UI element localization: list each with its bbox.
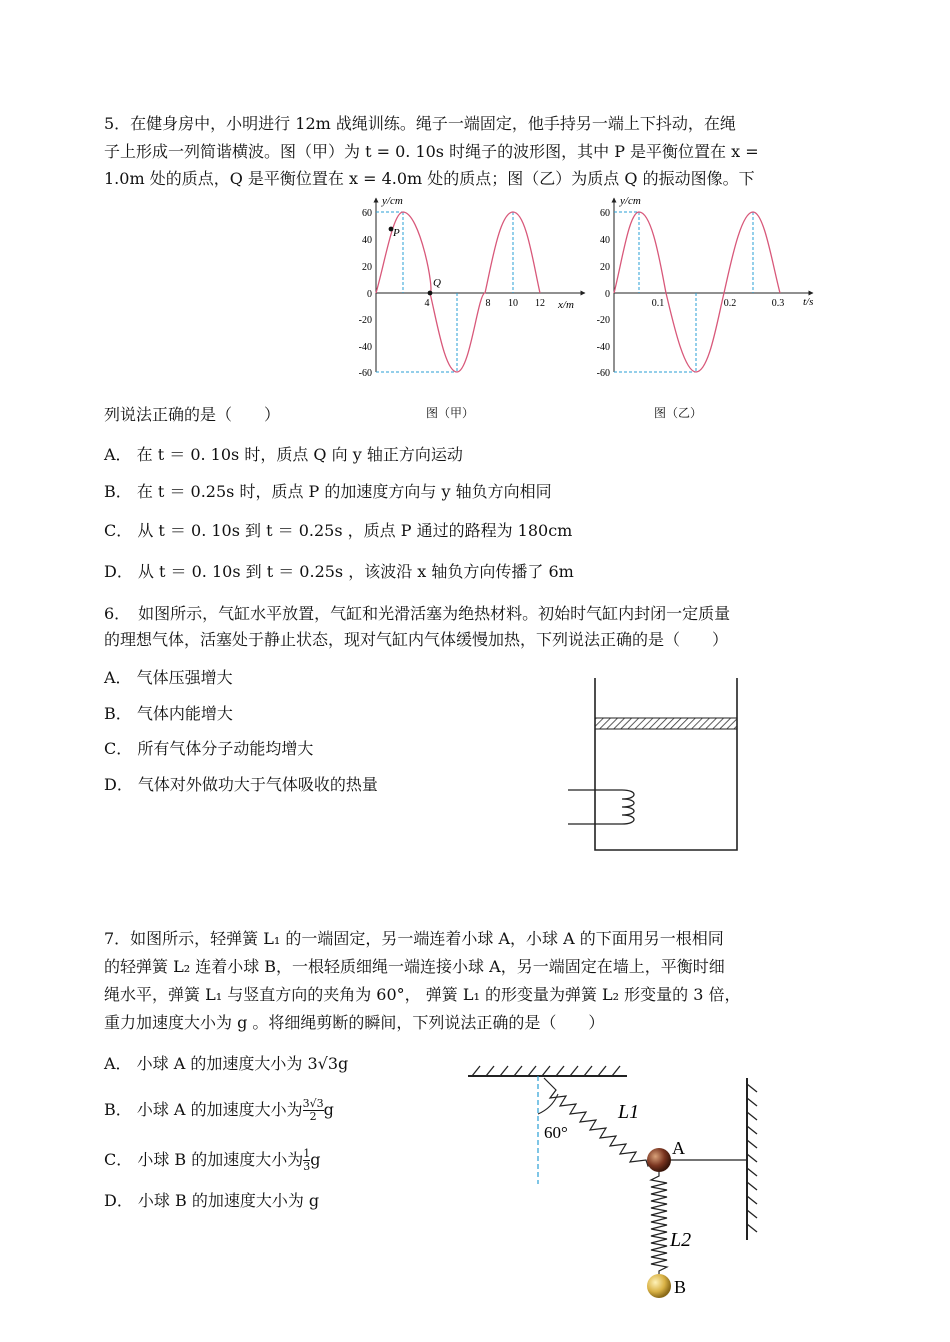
wave-curve bbox=[376, 212, 540, 372]
wave-xtick: 4 bbox=[424, 298, 430, 309]
q7-option-b-unit: g bbox=[323, 1100, 334, 1119]
q5-option-b[interactable]: B． 在 t ＝ 0.25s 时，质点 P 的加速度方向与 y 轴负方向相同 bbox=[104, 482, 552, 501]
point-q-label: Q bbox=[433, 277, 441, 289]
q5-figure-vibration bbox=[578, 192, 828, 397]
wave-xlabel: x/m bbox=[558, 299, 574, 311]
wave-ylabel: y/cm bbox=[382, 195, 403, 207]
q5-stem-line-4: 列说法正确的是（ ） bbox=[104, 405, 281, 424]
q7-option-b-text: B． 小球 A 的加速度大小为 bbox=[104, 1100, 303, 1119]
q7-option-c-numerator: 1 bbox=[303, 1147, 311, 1160]
spring-l1-label: L1 bbox=[618, 1101, 640, 1123]
wave-xtick: 12 bbox=[535, 298, 545, 309]
vib-xtick: 0.2 bbox=[723, 298, 737, 309]
angle-label: 60° bbox=[544, 1123, 568, 1142]
q6-stem-line-2: 的理想气体，活塞处于静止状态，现对气缸内气体缓慢加热，下列说法正确的是（ ） bbox=[104, 630, 729, 649]
q6-option-c[interactable]: C． 所有气体分子动能均增大 bbox=[104, 739, 314, 758]
q7-option-c[interactable] bbox=[104, 1140, 321, 1180]
vib-ytick: 40 bbox=[600, 235, 610, 246]
point-q-dot bbox=[428, 291, 433, 296]
ball-a bbox=[647, 1148, 671, 1172]
vib-ytick: -60 bbox=[596, 368, 610, 379]
q6-figure-cylinder bbox=[560, 676, 750, 856]
q7-stem-line-4: 重力加速度大小为 g 。将细绳剪断的瞬间，下列说法正确的是（ ） bbox=[104, 1013, 605, 1032]
q6-stem-line-1: 6． 如图所示，气缸水平放置，气缸和光滑活塞为绝热材料。初始时气缸内封闭一定质量 bbox=[104, 604, 731, 623]
q7-option-b[interactable] bbox=[104, 1090, 334, 1130]
point-p-label: P bbox=[393, 227, 400, 239]
piston bbox=[595, 718, 737, 729]
q7-option-a-value: 3√3g bbox=[307, 1054, 349, 1073]
fig-b-caption: 图（乙） bbox=[654, 406, 703, 420]
wave-ytick: -60 bbox=[358, 368, 372, 379]
fig-a-caption: 图（甲） bbox=[426, 406, 475, 420]
q7-option-c-denominator: 3 bbox=[303, 1160, 311, 1173]
vib-ytick: 60 bbox=[600, 208, 610, 219]
ball-b bbox=[647, 1274, 671, 1298]
vib-ytick: -20 bbox=[596, 315, 610, 326]
wave-ytick: 0 bbox=[367, 289, 372, 300]
spring-l1 bbox=[544, 1078, 658, 1166]
q7-option-a[interactable] bbox=[104, 1053, 348, 1075]
wave-ytick: -40 bbox=[358, 342, 372, 353]
ball-b-label: B bbox=[674, 1277, 687, 1297]
q7-figure-springs bbox=[462, 1062, 772, 1307]
heater-coil bbox=[568, 790, 634, 824]
q7-stem-line-1: 7．如图所示，轻弹簧 L₁ 的一端固定，另一端连着小球 A，小球 A 的下面用另一根相同 bbox=[104, 929, 724, 948]
q7-option-d[interactable]: D． 小球 B 的加速度大小为 g bbox=[104, 1191, 320, 1210]
vib-ytick: 0 bbox=[605, 289, 610, 300]
q7-option-c-unit: g bbox=[310, 1150, 321, 1169]
wave-ytick: -20 bbox=[358, 315, 372, 326]
q7-option-b-denominator: 2 bbox=[303, 1110, 324, 1123]
q7-option-b-fraction bbox=[303, 1098, 324, 1123]
wave-ytick: 20 bbox=[362, 262, 372, 273]
q6-option-d[interactable]: D． 气体对外做功大于气体吸收的热量 bbox=[104, 775, 378, 794]
wave-xtick: 8 bbox=[485, 298, 491, 309]
vib-ylabel: y/cm bbox=[620, 195, 641, 207]
q6-option-b[interactable]: B． 气体内能增大 bbox=[104, 704, 233, 723]
wave-ytick: 40 bbox=[362, 235, 372, 246]
q5-option-d[interactable]: D． 从 t ＝ 0. 10s 到 t ＝ 0.25s ，该波沿 x 轴负方向传播了 6m bbox=[104, 562, 574, 581]
q7-option-b-numerator: 3√3 bbox=[302, 1097, 324, 1110]
vib-xtick: 0.1 bbox=[651, 298, 665, 309]
q7-stem-line-2: 的轻弹簧 L₂ 连着小球 B，一根轻质细绳一端连接小球 A，另一端固定在墙上，平衡时细 bbox=[104, 957, 725, 976]
q7-stem-line-3: 绳水平，弹簧 L₁ 与竖直方向的夹角为 60°， 弹簧 L₁ 的形变量为弹簧 L₂ 形变量的 3 倍， bbox=[104, 985, 741, 1004]
q7-option-c-text: C． 小球 B 的加速度大小为 bbox=[104, 1150, 304, 1169]
wave-xtick: 10 bbox=[508, 298, 518, 309]
vib-ytick: -40 bbox=[596, 342, 610, 353]
vib-xlabel: t/s bbox=[803, 296, 814, 308]
q7-option-a-text: A． 小球 A 的加速度大小为 bbox=[104, 1054, 308, 1073]
q5-option-c[interactable]: C． 从 t ＝ 0. 10s 到 t ＝ 0.25s ，质点 P 通过的路程为 180cm bbox=[104, 521, 573, 540]
spring-l2 bbox=[651, 1172, 667, 1274]
spring-l2-label: L2 bbox=[670, 1229, 692, 1251]
vib-xtick: 0.3 bbox=[771, 298, 785, 309]
q5-figure-wave bbox=[340, 192, 590, 397]
q5-option-a[interactable]: A． 在 t ＝ 0. 10s 时，质点 Q 向 y 轴正方向运动 bbox=[104, 445, 463, 464]
q6-option-a[interactable]: A． 气体压强增大 bbox=[104, 668, 233, 687]
wave-ytick: 60 bbox=[362, 208, 372, 219]
vib-ytick: 20 bbox=[600, 262, 610, 273]
q5-stem-line-1: 5．在健身房中，小明进行 12m 战绳训练。绳子一端固定，他手持另一端上下抖动，在绳 bbox=[104, 114, 736, 133]
q5-stem-line-2: 子上形成一列简谐横波。图（甲）为 t = 0. 10s 时绳子的波形图，其中 P 是平衡位置在 x = bbox=[104, 142, 759, 161]
q5-stem-line-3: 1.0m 处的质点，Q 是平衡位置在 x = 4.0m 处的质点；图（乙）为质点 Q 的振动图像。下 bbox=[104, 169, 755, 188]
ball-a-label: A bbox=[672, 1138, 685, 1158]
